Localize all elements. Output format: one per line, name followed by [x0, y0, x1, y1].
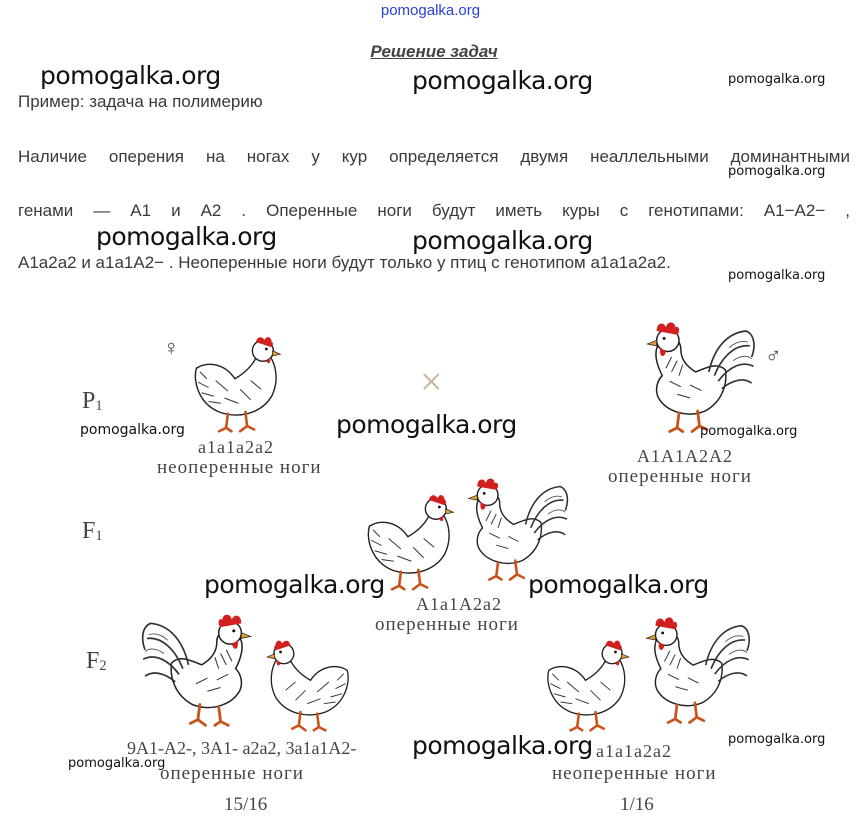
cross-symbol: ×	[420, 359, 443, 404]
text-line-2: генами — A1 и A2 . Оперенные ноги будут иметь куры с генотипами: A1−A2− ,	[18, 201, 850, 220]
example-heading: Пример: задача на полимерию	[18, 92, 263, 111]
f1-label: $F_1$	[82, 518, 103, 544]
p1-label: $P_1$	[82, 388, 103, 414]
f1-genotype: A1a1A2a2	[416, 594, 502, 614]
watermark: pomogalka.org	[80, 422, 185, 438]
hen-illustration-p1	[185, 328, 290, 433]
p1-female-phenotype: неоперенные ноги	[157, 457, 322, 478]
watermark: pomogalka.org	[728, 164, 826, 179]
watermark: pomogalka.org	[700, 424, 798, 439]
p1-female-genotype: a1a1a2a2	[198, 437, 274, 457]
watermark: pomogalka.org	[412, 731, 593, 760]
text-line-3: A1a2a2 и a1a1A2− . Неоперенные ноги будут только у птиц с генотипом a1a1a2a2.	[18, 253, 671, 272]
watermark: pomogalka.org	[728, 268, 826, 283]
hen-illustration-f2-left	[258, 632, 358, 732]
watermark: pomogalka.org	[528, 570, 709, 599]
watermark: pomogalka.org	[40, 61, 221, 90]
male-symbol: ♂	[765, 343, 782, 368]
f1-phenotype: оперенные ноги	[375, 614, 519, 635]
f2-label: $F_2$	[86, 648, 107, 674]
rooster-illustration-p1	[625, 318, 760, 438]
watermark: pomogalka.org	[336, 410, 517, 439]
watermark: pomogalka.org	[96, 222, 277, 251]
watermark: pomogalka.org	[728, 732, 826, 747]
f2-right-phenotype: неоперенные ноги	[552, 763, 717, 784]
f2-left-fraction: 15/16	[224, 794, 268, 815]
hen-illustration-f2-right	[538, 632, 638, 732]
rooster-illustration-f2-left	[135, 612, 275, 730]
p1-male-genotype: A1A1A2A2	[637, 446, 733, 466]
f2-left-phenotype: оперенные ноги	[160, 763, 304, 784]
watermark: pomogalka.org	[204, 570, 385, 599]
watermark: pomogalka.org	[412, 226, 593, 255]
p1-male-phenotype: оперенные ноги	[608, 466, 752, 487]
f2-right-fraction: 1/16	[620, 794, 654, 815]
watermark: pomogalka.org	[728, 72, 826, 87]
page-title: Решение задач	[370, 42, 498, 61]
text-line-1: Наличие оперения на ногах у кур определяется двумя неаллельными доминантными	[18, 147, 850, 166]
site-link[interactable]: pomogalka.org	[380, 2, 481, 19]
rooster-illustration-f2-right	[625, 612, 755, 730]
f2-right-genotype: a1a1a2a2	[596, 741, 672, 761]
f2-left-genotypes: 9A1-A2-, 3A1- a2a2, 3a1a1A2-	[127, 738, 357, 758]
female-symbol: ♀	[163, 335, 180, 360]
watermark: pomogalka.org	[412, 66, 593, 95]
watermark: pomogalka.org	[68, 756, 166, 771]
